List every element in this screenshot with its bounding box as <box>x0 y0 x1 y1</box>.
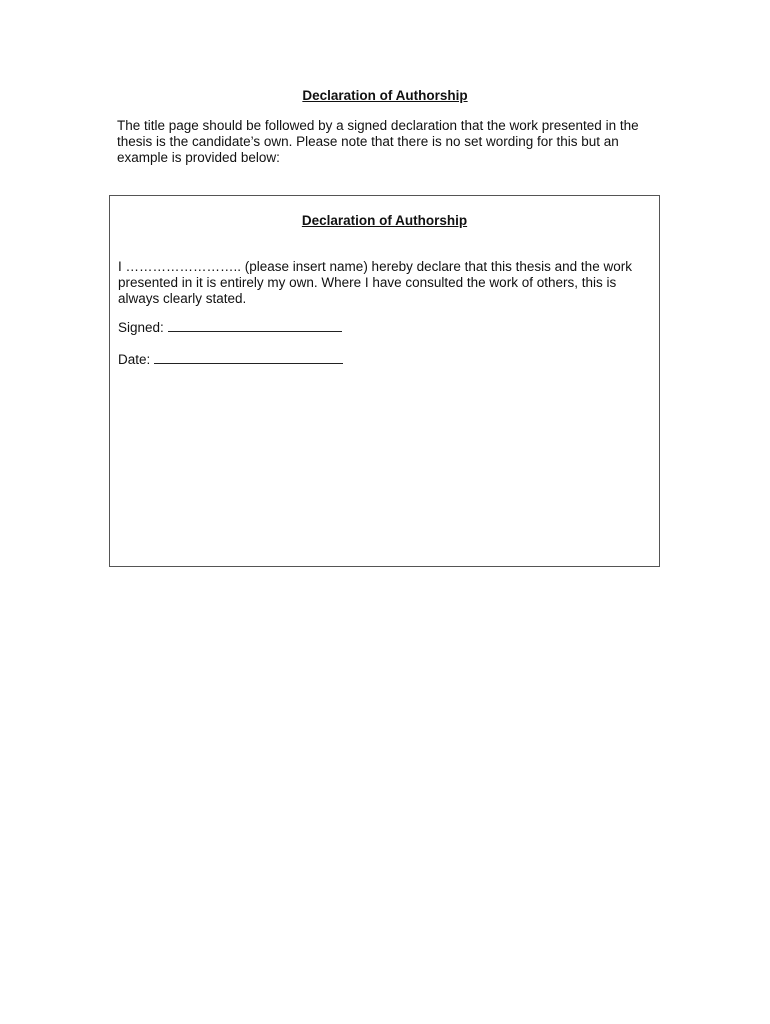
page-title: Declaration of Authorship <box>302 88 468 103</box>
example-declaration-title: Declaration of Authorship <box>301 213 468 228</box>
example-declaration-box <box>109 195 660 567</box>
signed-field <box>118 319 342 336</box>
date-label: Date: <box>118 352 151 367</box>
declaration-statement: I …………………….. (please insert name) hereby declare that this thesis and the work presented in it is entirely my own. Where I have consulted the work of others, this is always clearly stated. <box>118 259 632 306</box>
signature-line[interactable] <box>168 319 342 332</box>
signed-label: Signed: <box>118 320 164 335</box>
date-field <box>118 351 343 368</box>
date-line[interactable] <box>154 351 343 364</box>
intro-paragraph: The title page should be followed by a signed declaration that the work presented in the thesis is the candidate’s own. Please note that there is no set wording for this but an example is provided below: <box>117 118 639 165</box>
